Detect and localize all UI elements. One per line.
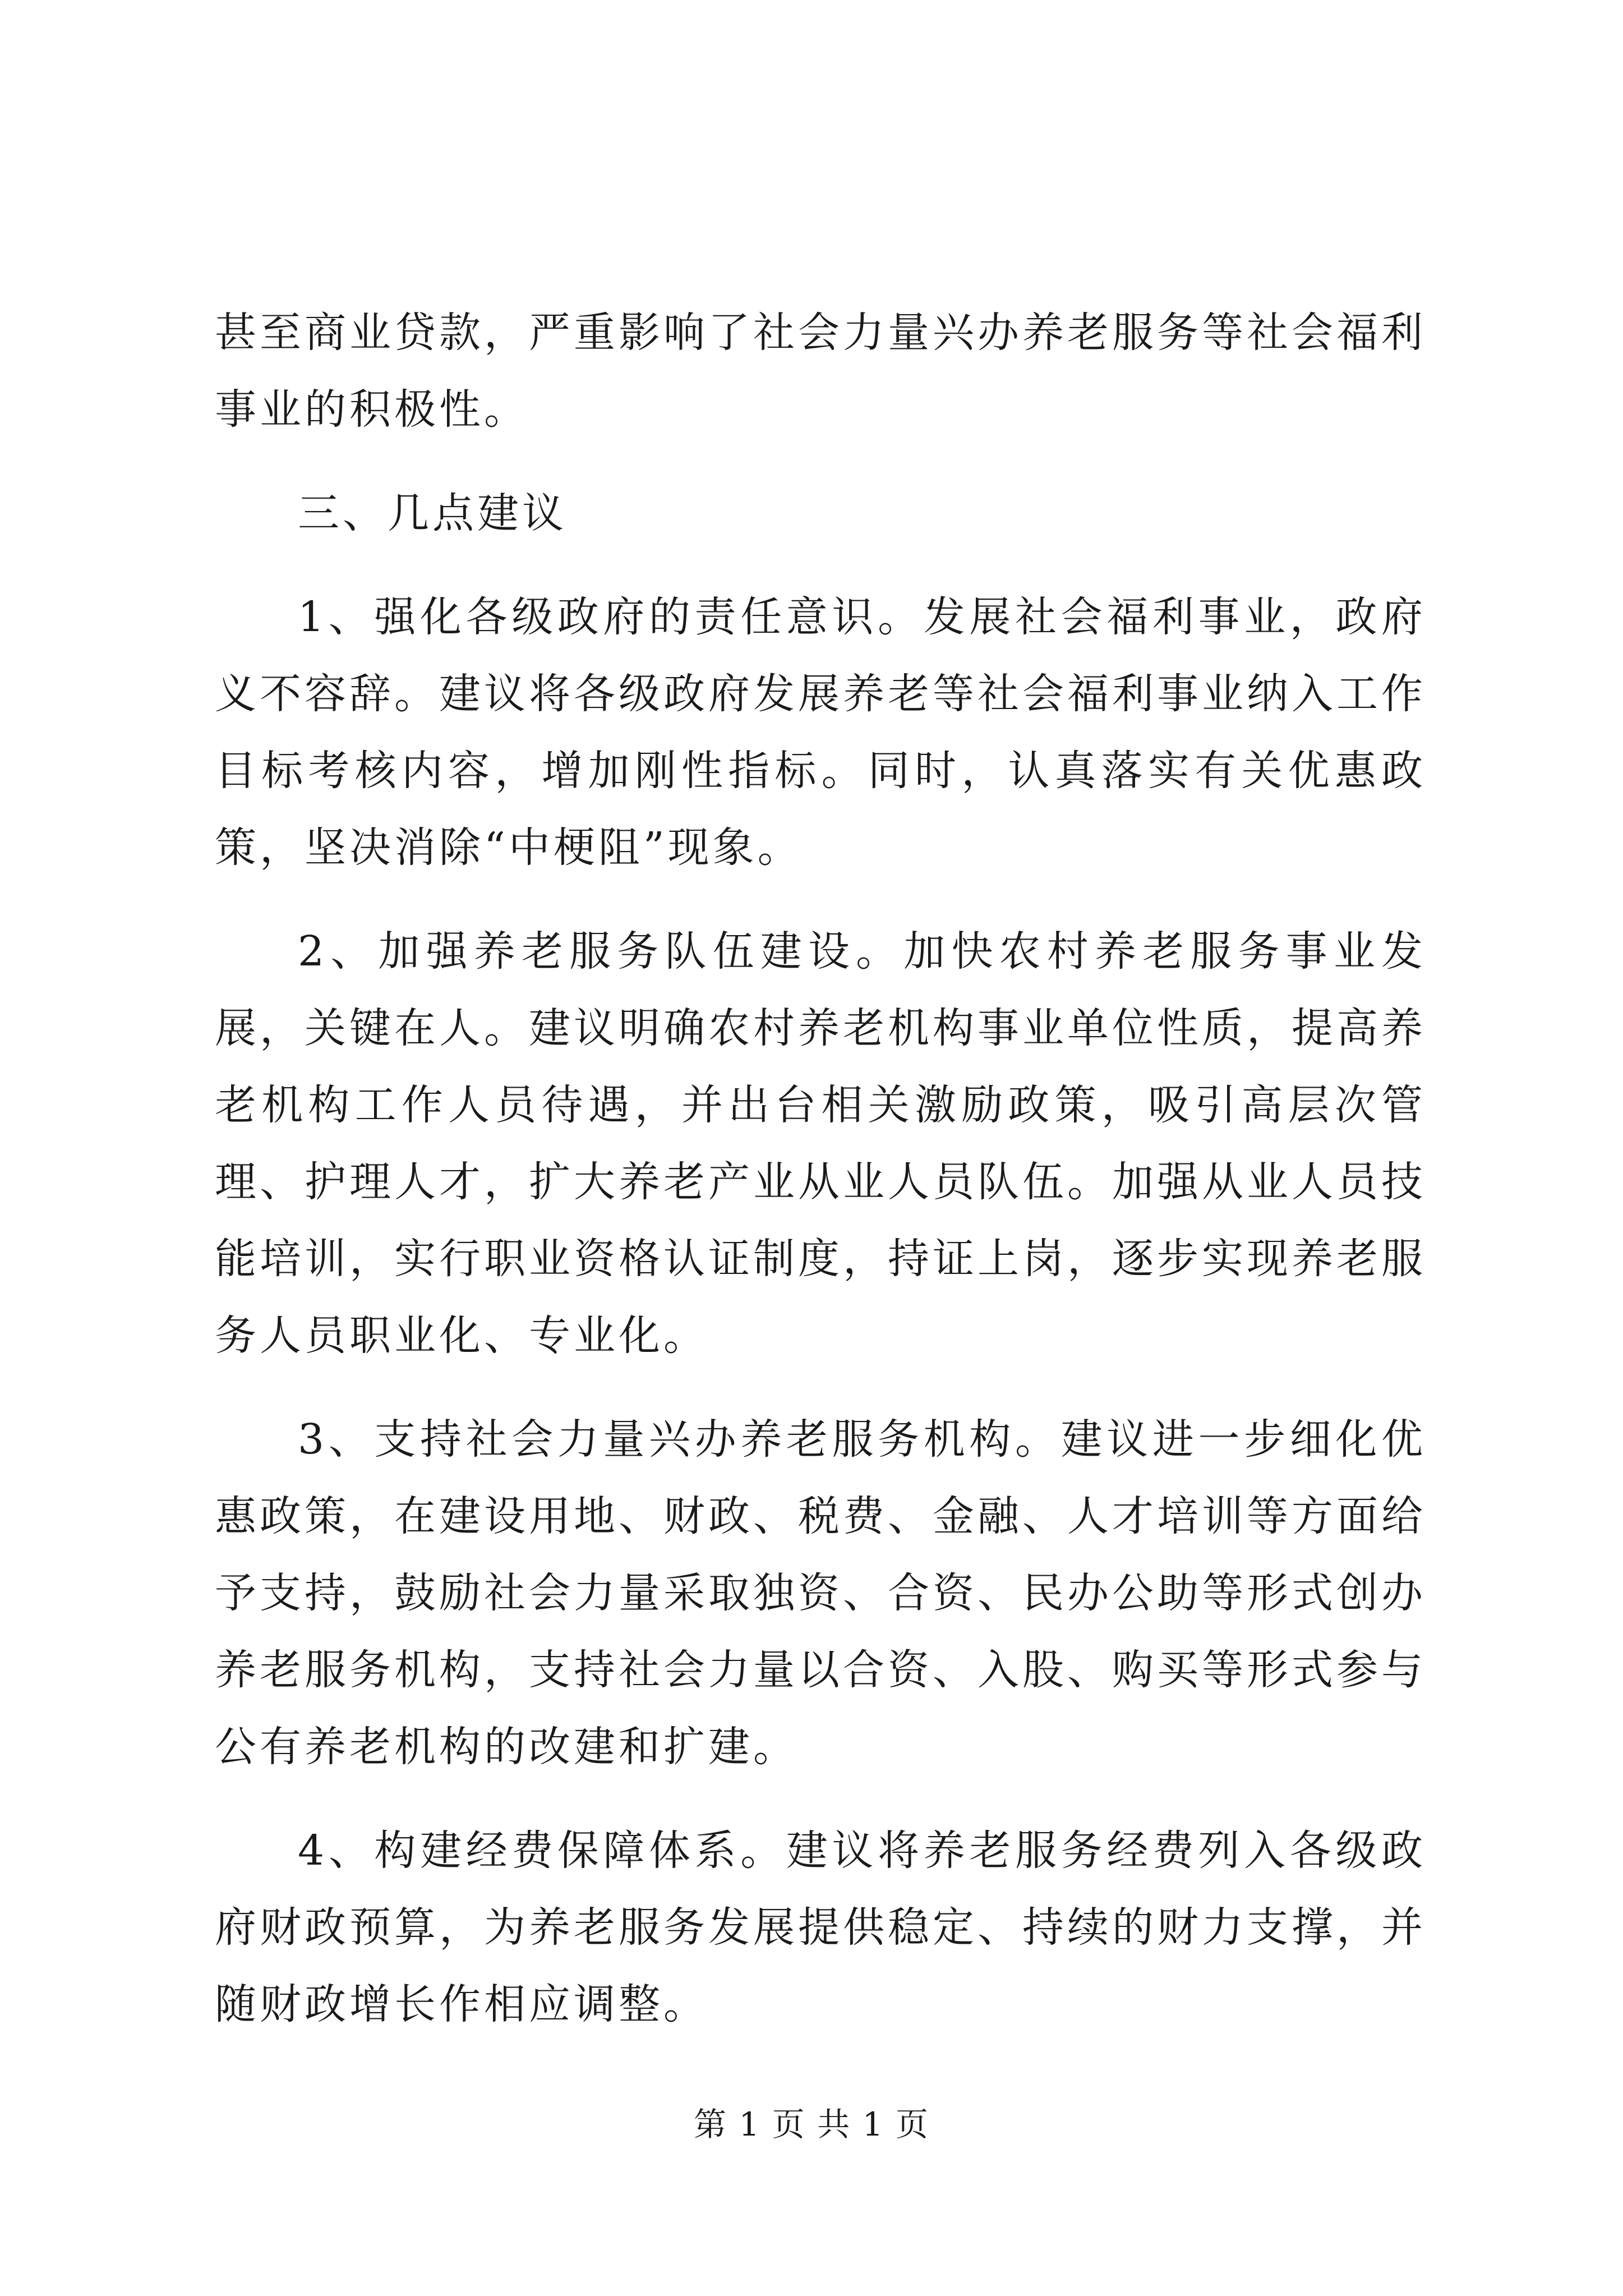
- section-heading: 三、几点建议: [298, 489, 567, 537]
- document-body: [215, 295, 1426, 2070]
- page-footer: 第 1 页 共 1 页: [694, 2105, 929, 2143]
- paragraph-suggestion-4: 4、构建经费保障体系。建议将养老服务经费列入各级政府财政预算，为养老服务发展提供稳定、持续的财力支撑，并随财政增长作相应调整。: [215, 1826, 1426, 2028]
- paragraph-suggestion-2: 2、加强养老服务队伍建设。加快农村养老服务事业发展，关键在人。建议明确农村养老机构事业单位性质，提高养老机构工作人员待遇，并出台相关激励政策，吸引高层次管理、护理人才，扩大养老产业从业人员队伍。加强从业人员技能培训，实行职业资格认证制度，持证上岗，逐步实现养老服务人员职业化、专业化。: [215, 927, 1426, 1360]
- paragraph-suggestion-3: 3、支持社会力量兴办养老服务机构。建议进一步细化优惠政策，在建设用地、财政、税费、金融、人才培训等方面给予支持，鼓励社会力量采取独资、合资、民办公助等形式创办养老服务机构，支持社会力量以合资、入股、购买等形式参与公有养老机构的改建和扩建。: [215, 1415, 1426, 1771]
- paragraph-suggestion-1: 1、强化各级政府的责任意识。发展社会福利事业，政府义不容辞。建议将各级政府发展养老等社会福利事业纳入工作目标考核内容，增加刚性指标。同时，认真落实有关优惠政策，坚决消除“中梗阻”现象。: [215, 593, 1426, 872]
- paragraph-continuation: 甚至商业贷款，严重影响了社会力量兴办养老服务等社会福利事业的积极性。: [215, 309, 1426, 434]
